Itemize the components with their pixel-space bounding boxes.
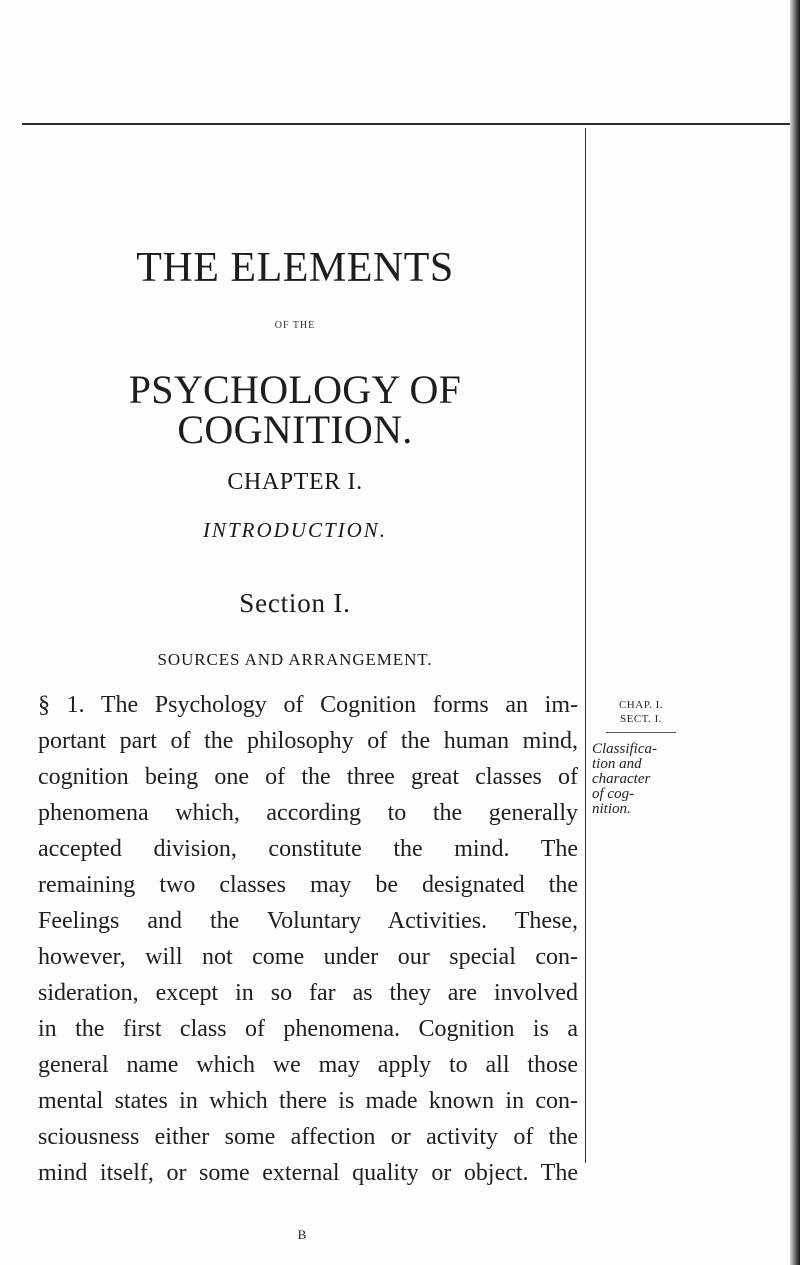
body-line-7: Feelings and the Voluntary Activities. These, [38,908,578,934]
body-line-14: mind itself, or some external quality or object. The [38,1160,578,1186]
chapter-section-label [590,698,692,726]
section-subtitle: SOURCES AND ARRANGEMENT. [157,650,433,669]
margin-note: Classifica- tion and character of cog- nition. [592,741,658,817]
scan-edge [790,0,800,1265]
body-paragraph [38,687,578,1191]
book-subtitle: PSYCHOLOGY OF COGNITION. [128,367,462,452]
body-line-1: § 1. The Psychology of Cognition forms an im- [38,692,578,718]
sect-label: SECT. I. [620,713,662,725]
body-line-4: phenomena which, according to the generally [38,800,578,826]
title-connector: OF THE [274,320,316,331]
book-title: THE ELEMENTS [136,245,454,291]
section-title: Section I. [239,588,351,618]
body-line-5: accepted division, constitute the mind. The [38,836,578,862]
body-line-12: mental states in which there is made known in con- [38,1088,578,1114]
body-line-3: cognition being one of the three great classes of [38,764,578,790]
signature-mark: B [297,1227,307,1242]
body-line-6: remaining two classes may be designated the [38,872,578,898]
chap-label: CHAP. I. [618,699,664,711]
body-line-8: however, will not come under our special con- [38,944,578,970]
chapter-heading: INTRODUCTION. [202,518,388,542]
body-line-2: portant part of the philosophy of the human mind, [38,728,578,754]
body-line-13: sciousness either some affection or activity of the [38,1124,578,1150]
body-line-11: general name which we may apply to all those [38,1052,578,1078]
top-rule [22,123,798,125]
body-line-10: in the first class of phenomena. Cognition is a [38,1016,578,1042]
body-line-9: sideration, except in so far as they are involved [38,980,578,1006]
margin-note-rule [606,732,676,733]
margin-divider [585,128,586,1163]
chapter-title: CHAPTER I. [227,469,363,495]
